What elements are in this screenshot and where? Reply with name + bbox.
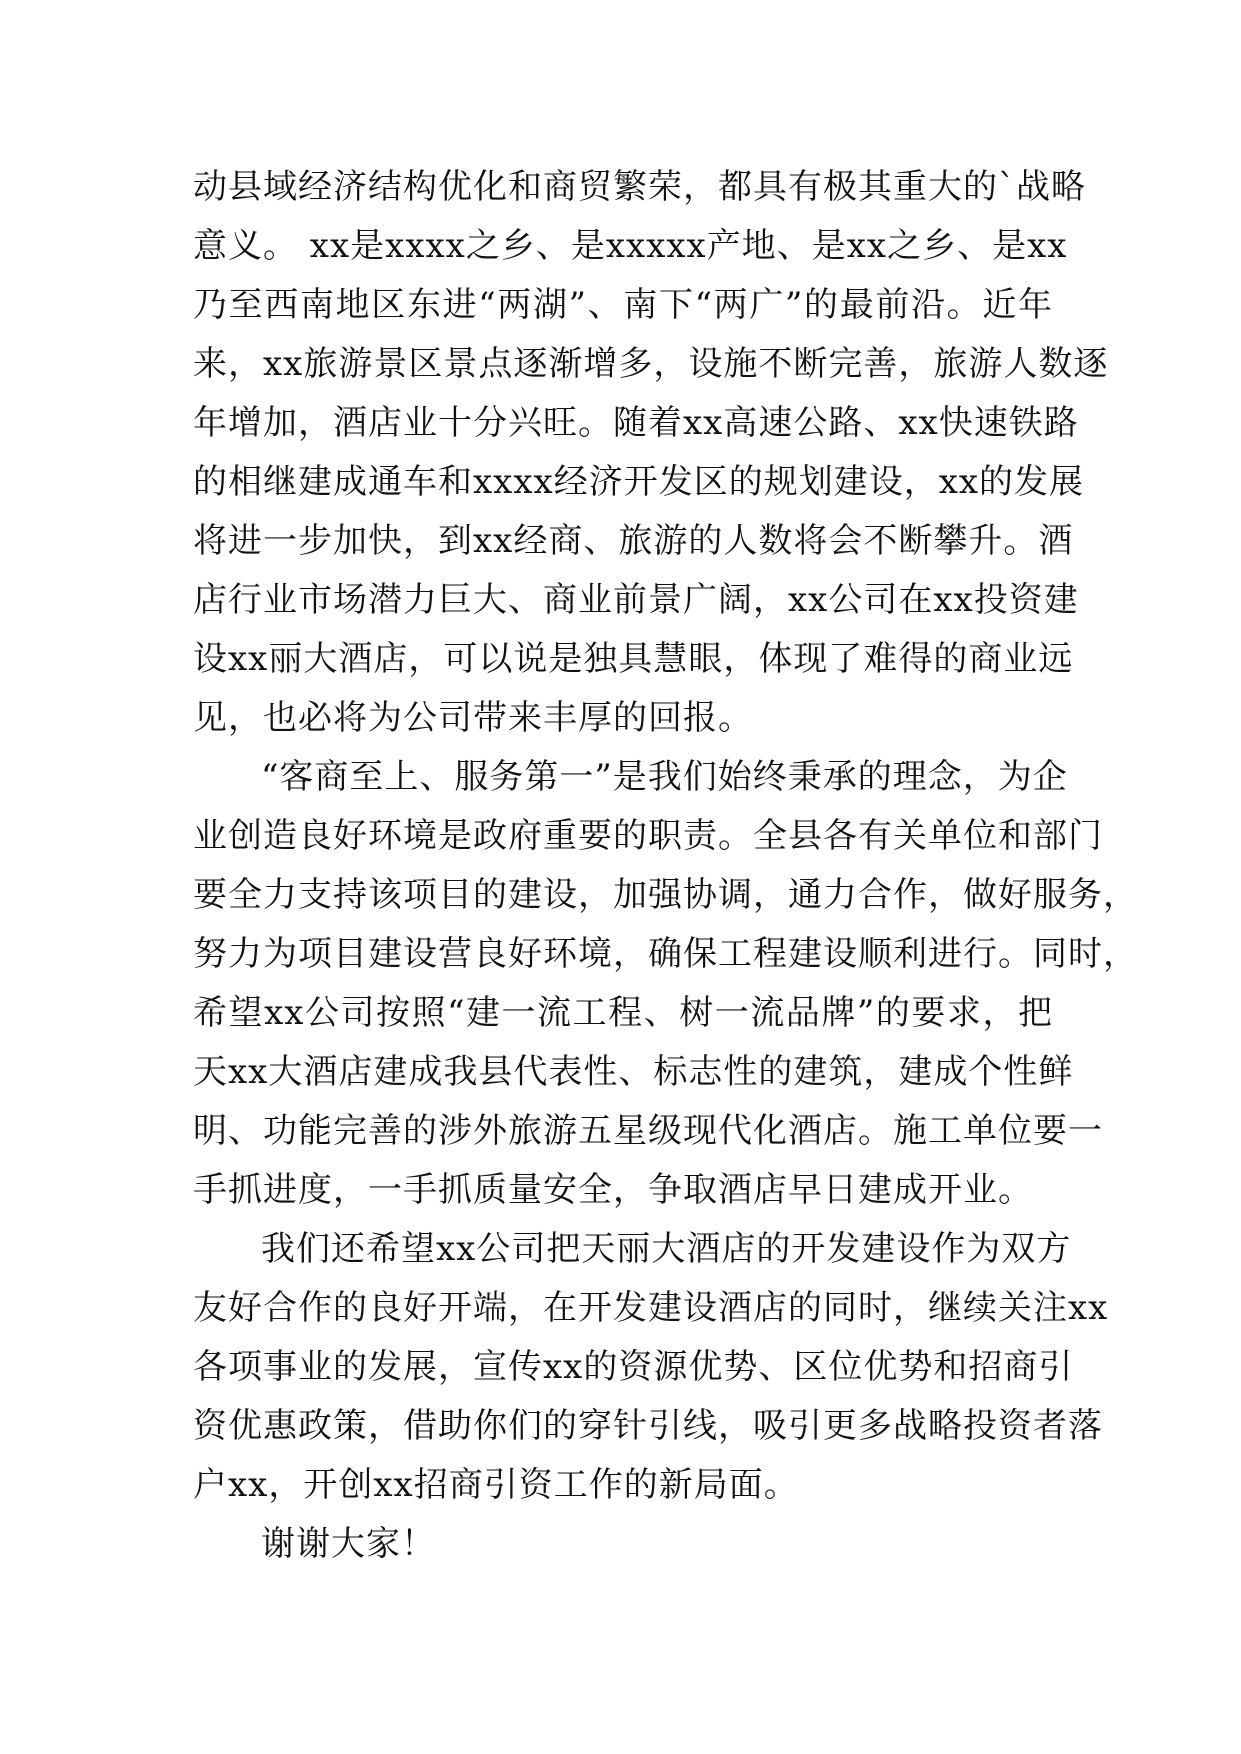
- paragraph-3-line-3: 各项事业的发展，宣传xx的资源优势、区位优势和招商引: [193, 1347, 1074, 1387]
- paragraph-3-line-1: 我们还希望xx公司把天丽大酒店的开发建设作为双方: [261, 1229, 1072, 1269]
- paragraph-3-line-2: 友好合作的良好开端，在开发建设酒店的同时，继续关注xx: [193, 1288, 1109, 1328]
- paragraph-1-line-5: 年增加，酒店业十分兴旺。随着xx高速公路、xx快速铁路: [193, 403, 1079, 443]
- paragraph-1-line-10: 见，也必将为公司带来丰厚的回报。: [193, 698, 753, 738]
- paragraph-2-line-7: 明、功能完善的涉外旅游五星级现代化酒店。施工单位要一: [193, 1111, 1103, 1151]
- paragraph-2-line-6: 天xx大酒店建成我县代表性、标志性的建筑，建成个性鲜: [193, 1052, 1074, 1092]
- paragraph-2-line-8: 手抓进度，一手抓质量安全，争取酒店早日建成开业。: [193, 1170, 1033, 1210]
- paragraph-2-line-1: “客商至上、服务第一”是我们始终秉承的理念，为企: [261, 757, 1068, 797]
- paragraph-2-line-5: 希望xx公司按照“建一流工程、树一流品牌”的要求，把: [193, 993, 1053, 1033]
- paragraph-2-line-2: 业创造良好环境是政府重要的职责。全县各有关单位和部门: [193, 816, 1103, 856]
- paragraph-1-line-7: 将进一步加快，到xx经商、旅游的人数将会不断攀升。酒: [193, 521, 1074, 561]
- paragraph-1-line-2: 意义。 xx是xxxx之乡、是xxxxx产地、是xx之乡、是xx: [193, 226, 1068, 266]
- paragraph-2-line-4: 努力为项目建设营良好环境，确保工程建设顺利进行。同时，: [193, 934, 1138, 974]
- paragraph-3-line-5: 户xx，开创xx招商引资工作的新局面。: [193, 1465, 799, 1505]
- paragraph-1-line-8: 店行业市场潜力巨大、商业前景广阔，xx公司在xx投资建: [193, 580, 1079, 620]
- paragraph-1-line-3: 乃至西南地区东进“两湖”、南下“两广”的最前沿。近年: [193, 285, 1053, 325]
- paragraph-1-line-4: 来，xx旅游景区景点逐渐增多，设施不断完善，旅游人数逐: [193, 344, 1109, 384]
- paragraph-2-line-3: 要全力支持该项目的建设，加强协调，通力合作，做好服务，: [193, 875, 1138, 915]
- paragraph-1-line-1: 动县域经济结构优化和商贸繁荣，都具有极其重大的`战略: [193, 167, 1086, 207]
- paragraph-3-line-4: 资优惠政策，借助你们的穿针引线，吸引更多战略投资者落: [193, 1406, 1103, 1446]
- paragraph-1-line-6: 的相继建成通车和xxxx经济开发区的规划建设，xx的发展: [193, 462, 1085, 502]
- closing-line: 谢谢大家！: [261, 1524, 436, 1564]
- speech-body: [193, 158, 1138, 1574]
- paragraph-1-line-9: 设xx丽大酒店，可以说是独具慧眼，体现了难得的商业远: [193, 639, 1074, 679]
